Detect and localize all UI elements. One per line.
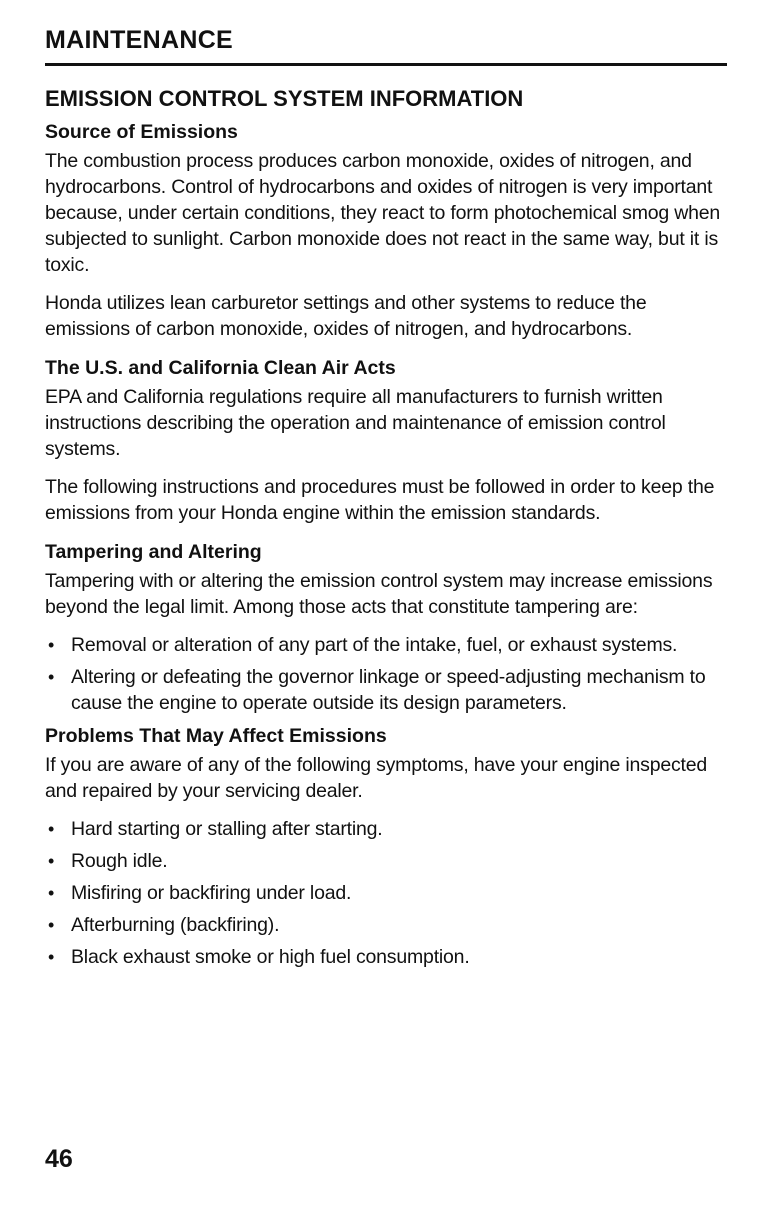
paragraph-tampering-1: Tampering with or altering the emission control system may increase emissions beyond the legal limit. Among those acts that constitute tampering are: bbox=[45, 570, 713, 618]
problems-list bbox=[45, 816, 735, 970]
heading-source-of-emissions: Source of Emissions bbox=[45, 121, 238, 143]
list-item-text: Rough idle. bbox=[71, 850, 168, 872]
heading-tampering: Tampering and Altering bbox=[45, 541, 262, 563]
list-item bbox=[45, 632, 735, 658]
paragraph-clean-air-1: EPA and California regulations require all manufacturers to furnish written instructions describing the operation and maintenance of emission control systems. bbox=[45, 386, 666, 460]
page-number: 46 bbox=[45, 1145, 73, 1173]
heading-clean-air-acts: The U.S. and California Clean Air Acts bbox=[45, 357, 396, 379]
list-item bbox=[45, 880, 735, 906]
list-item bbox=[45, 664, 735, 716]
bullet-icon: • bbox=[48, 883, 55, 903]
bullet-icon: • bbox=[48, 851, 55, 871]
list-item bbox=[45, 912, 735, 938]
bullet-icon: • bbox=[48, 819, 55, 839]
bullet-icon: • bbox=[48, 635, 55, 655]
list-item bbox=[45, 944, 735, 970]
list-item-text: Hard starting or stalling after starting. bbox=[71, 818, 383, 840]
paragraph-source-1: The combustion process produces carbon monoxide, oxides of nitrogen, and hydrocarbons. Control of hydrocarbons and oxides of nitrogen is very important because, under certain conditions, they react to form photochemical smog when subjected to sunlight. Carbon monoxide does not react in the same way, but it is toxic. bbox=[45, 150, 721, 276]
tampering-list bbox=[45, 632, 735, 716]
list-item bbox=[45, 848, 735, 874]
bullet-icon: • bbox=[48, 915, 55, 935]
section-title: EMISSION CONTROL SYSTEM INFORMATION bbox=[45, 86, 524, 111]
paragraph-clean-air-2: The following instructions and procedures must be followed in order to keep the emissions from your Honda engine within the emission standards. bbox=[45, 476, 715, 524]
list-item-text: Black exhaust smoke or high fuel consumption. bbox=[71, 946, 470, 968]
list-item-text: Misfiring or backfiring under load. bbox=[71, 882, 352, 904]
header-divider bbox=[45, 63, 727, 66]
list-item-text: Afterburning (backfiring). bbox=[71, 914, 280, 936]
bullet-icon: • bbox=[48, 947, 55, 967]
bullet-icon: • bbox=[48, 667, 55, 687]
list-item-text: Removal or alteration of any part of the intake, fuel, or exhaust systems. bbox=[71, 634, 678, 656]
paragraph-source-2: Honda utilizes lean carburetor settings and other systems to reduce the emissions of carbon monoxide, oxides of nitrogen, and hydrocarbons. bbox=[45, 292, 647, 340]
paragraph-problems-1: If you are aware of any of the following symptoms, have your engine inspected and repaired by your servicing dealer. bbox=[45, 754, 708, 802]
page-header-title: MAINTENANCE bbox=[45, 26, 234, 54]
list-item bbox=[45, 816, 735, 842]
page-content bbox=[45, 84, 735, 976]
list-item-text: Altering or defeating the governor linkage or speed-adjusting mechanism to cause the engine to operate outside its design parameters. bbox=[71, 666, 706, 714]
heading-problems: Problems That May Affect Emissions bbox=[45, 725, 387, 747]
